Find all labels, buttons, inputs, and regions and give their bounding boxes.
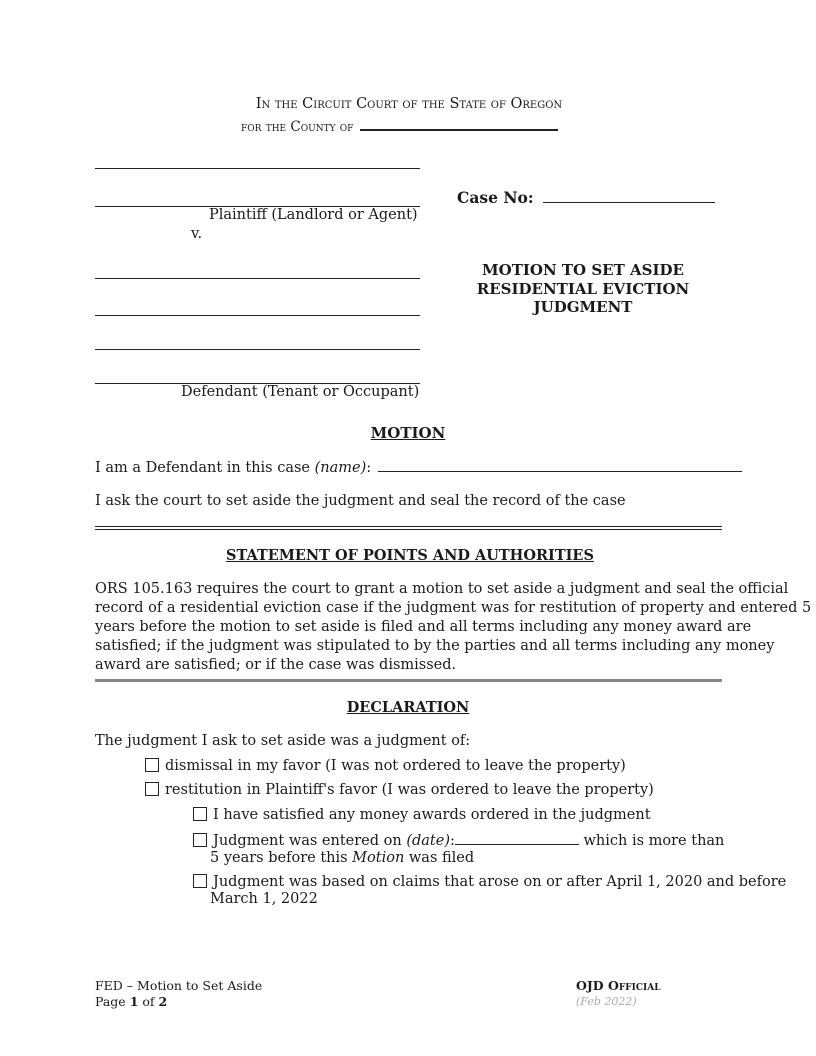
claims-checkbox[interactable] bbox=[193, 874, 207, 888]
sub-option-claims bbox=[193, 874, 786, 908]
defendant-name-line-2[interactable] bbox=[95, 315, 420, 316]
defendant-line-prefix: I am a Defendant in this case bbox=[95, 460, 315, 476]
section-divider-double bbox=[95, 526, 722, 530]
option-dismissal-label: dismissal in my favor (I was not ordered to leave the property) bbox=[165, 758, 626, 774]
judgment-date-field[interactable] bbox=[455, 832, 579, 845]
section-divider-thick bbox=[95, 679, 722, 682]
sub-entered-date-hint: (date) bbox=[406, 833, 450, 849]
declaration-intro: The judgment I ask to set aside was a judgment of: bbox=[95, 733, 471, 749]
county-field[interactable] bbox=[360, 117, 558, 131]
satisfied-checkbox[interactable] bbox=[193, 807, 207, 821]
sub-entered-suffix: which is more than bbox=[578, 833, 725, 849]
county-label: for the County of bbox=[241, 119, 354, 135]
footer-official: OJD Official bbox=[576, 978, 661, 993]
sub-satisfied-label: I have satisfied any money awards ordered in the judgment bbox=[213, 807, 651, 823]
defendant-name-field[interactable] bbox=[378, 459, 742, 472]
defendant-name-line bbox=[95, 459, 722, 476]
court-header bbox=[0, 96, 816, 112]
statement-body bbox=[95, 580, 812, 675]
option-restitution bbox=[145, 782, 654, 798]
declaration-heading: DECLARATION bbox=[346, 699, 470, 716]
sub-entered-line2-c: was filed bbox=[404, 850, 475, 866]
versus-label: v. bbox=[191, 226, 203, 242]
footer-right bbox=[576, 978, 661, 1010]
statement-line-2: record of a residential eviction case if the judgment was for restitution of property and entered 5 bbox=[95, 600, 812, 616]
footer-page-total: 2 bbox=[158, 994, 168, 1009]
sub-option-satisfied bbox=[193, 807, 651, 823]
sub-option-entered bbox=[193, 832, 724, 867]
county-line bbox=[241, 117, 558, 135]
sub-entered-line2-b: Motion bbox=[352, 850, 405, 866]
motion-heading: MOTION bbox=[370, 424, 446, 442]
plaintiff-label: Plaintiff (Landlord or Agent) bbox=[209, 207, 418, 223]
court-line-1: In the Circuit Court of the State of Oregon bbox=[255, 96, 563, 112]
statement-heading: STATEMENT OF POINTS AND AUTHORITIES bbox=[226, 547, 594, 564]
case-no-field[interactable] bbox=[543, 190, 715, 203]
statement-line-5: award are satisfied; or if the case was dismissed. bbox=[95, 657, 457, 673]
footer-page-number: Page 1 of 2 bbox=[95, 994, 168, 1009]
option-dismissal bbox=[145, 758, 626, 774]
plaintiff-name-line-1[interactable] bbox=[95, 168, 420, 169]
sub-claims-line1: Judgment was based on claims that arose on or after April 1, 2020 and before bbox=[213, 874, 787, 890]
footer-page-current: 1 bbox=[129, 994, 139, 1009]
motion-request: I ask the court to set aside the judgment and seal the record of the case bbox=[95, 493, 626, 509]
dismissal-checkbox[interactable] bbox=[145, 758, 159, 772]
document-title: MOTION TO SET ASIDE RESIDENTIAL EVICTION JUDGMENT bbox=[476, 261, 690, 316]
statement-line-1: ORS 105.163 requires the court to grant a motion to set aside a judgment and seal the official bbox=[95, 581, 789, 597]
statement-line-3: years before the motion to set aside is filed and all terms including any money award are bbox=[95, 619, 752, 635]
footer-date: (Feb 2022) bbox=[576, 995, 637, 1008]
case-no-label: Case No: bbox=[457, 188, 534, 207]
restitution-checkbox[interactable] bbox=[145, 782, 159, 796]
option-restitution-label: restitution in Plaintiff's favor (I was ordered to leave the property) bbox=[165, 782, 654, 798]
entered-checkbox[interactable] bbox=[193, 833, 207, 847]
footer-form-name: FED – Motion to Set Aside bbox=[95, 978, 263, 993]
footer-left bbox=[95, 978, 262, 1010]
sub-claims-line2: March 1, 2022 bbox=[210, 891, 318, 907]
defendant-line-colon: : bbox=[366, 460, 372, 476]
defendant-label: Defendant (Tenant or Occupant) bbox=[181, 384, 420, 400]
defendant-name-line-1[interactable] bbox=[95, 278, 420, 279]
defendant-name-line-3[interactable] bbox=[95, 349, 420, 350]
sub-entered-prefix: Judgment was entered on bbox=[213, 833, 407, 849]
sub-entered-line2-a: 5 years before this bbox=[210, 850, 353, 866]
defendant-line-name-hint: (name) bbox=[314, 460, 367, 476]
sub-entered-colon: : bbox=[450, 833, 455, 849]
case-number bbox=[457, 188, 715, 207]
statement-line-4: satisfied; if the judgment was stipulated to by the parties and all terms including any money bbox=[95, 638, 775, 654]
